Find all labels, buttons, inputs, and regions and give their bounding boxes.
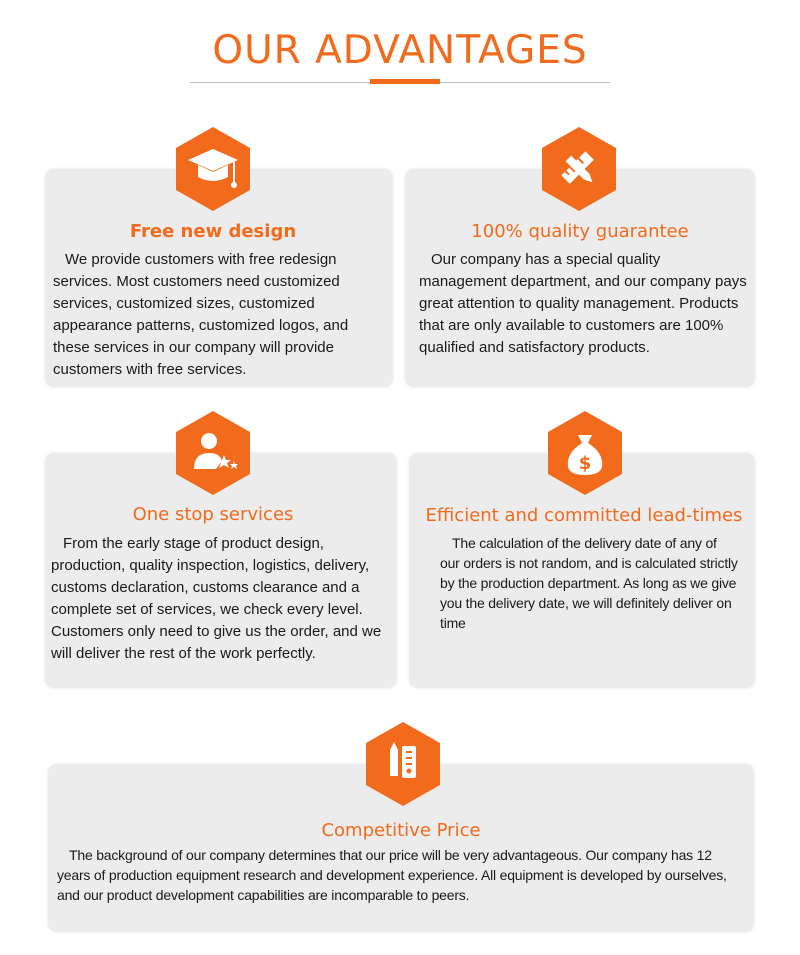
svg-text:$: $ <box>578 453 592 474</box>
card-description: The background of our company determines that our price will be very advantageous. Our company has 12 years of production equipment research and development experience. All equipment is developed by ourselves, and our product development capabilities are incomparable to peers. <box>57 847 727 903</box>
card-title: One stop services <box>132 504 294 525</box>
section-header <box>0 0 800 110</box>
card-description: The calculation of the delivery date of any of our orders is not random, and is calculated strictly by the production department. As long as we give you the delivery date, we will definitely deliver on time <box>440 535 738 631</box>
card-description: From the early stage of product design, production, quality inspection, logistics, delivery, customs declaration, customs clearance and a complete set of services, we check every level. Customers only need to give us the order, and we will deliver the rest of the work perfectly. <box>51 535 382 662</box>
card-title: Competitive Price <box>321 820 481 841</box>
page-title: OUR ADVANTAGES <box>212 28 588 73</box>
card-description: Our company has a special quality management department, and our company pays great attention to quality management. Products that are only available to customers are 100% qualified and satisfactory products. <box>419 251 747 356</box>
title-accent-bar <box>370 79 440 84</box>
card-title: 100% quality guarantee <box>471 221 689 242</box>
card-description: We provide customers with free redesign services. Most customers need customized services, customized sizes, customized appearance patterns, customized logos, and these services in our company will provide customers with free services. <box>53 251 349 378</box>
card-title: Free new design <box>129 221 297 242</box>
card-title: Efficient and committed lead-times <box>425 505 743 526</box>
